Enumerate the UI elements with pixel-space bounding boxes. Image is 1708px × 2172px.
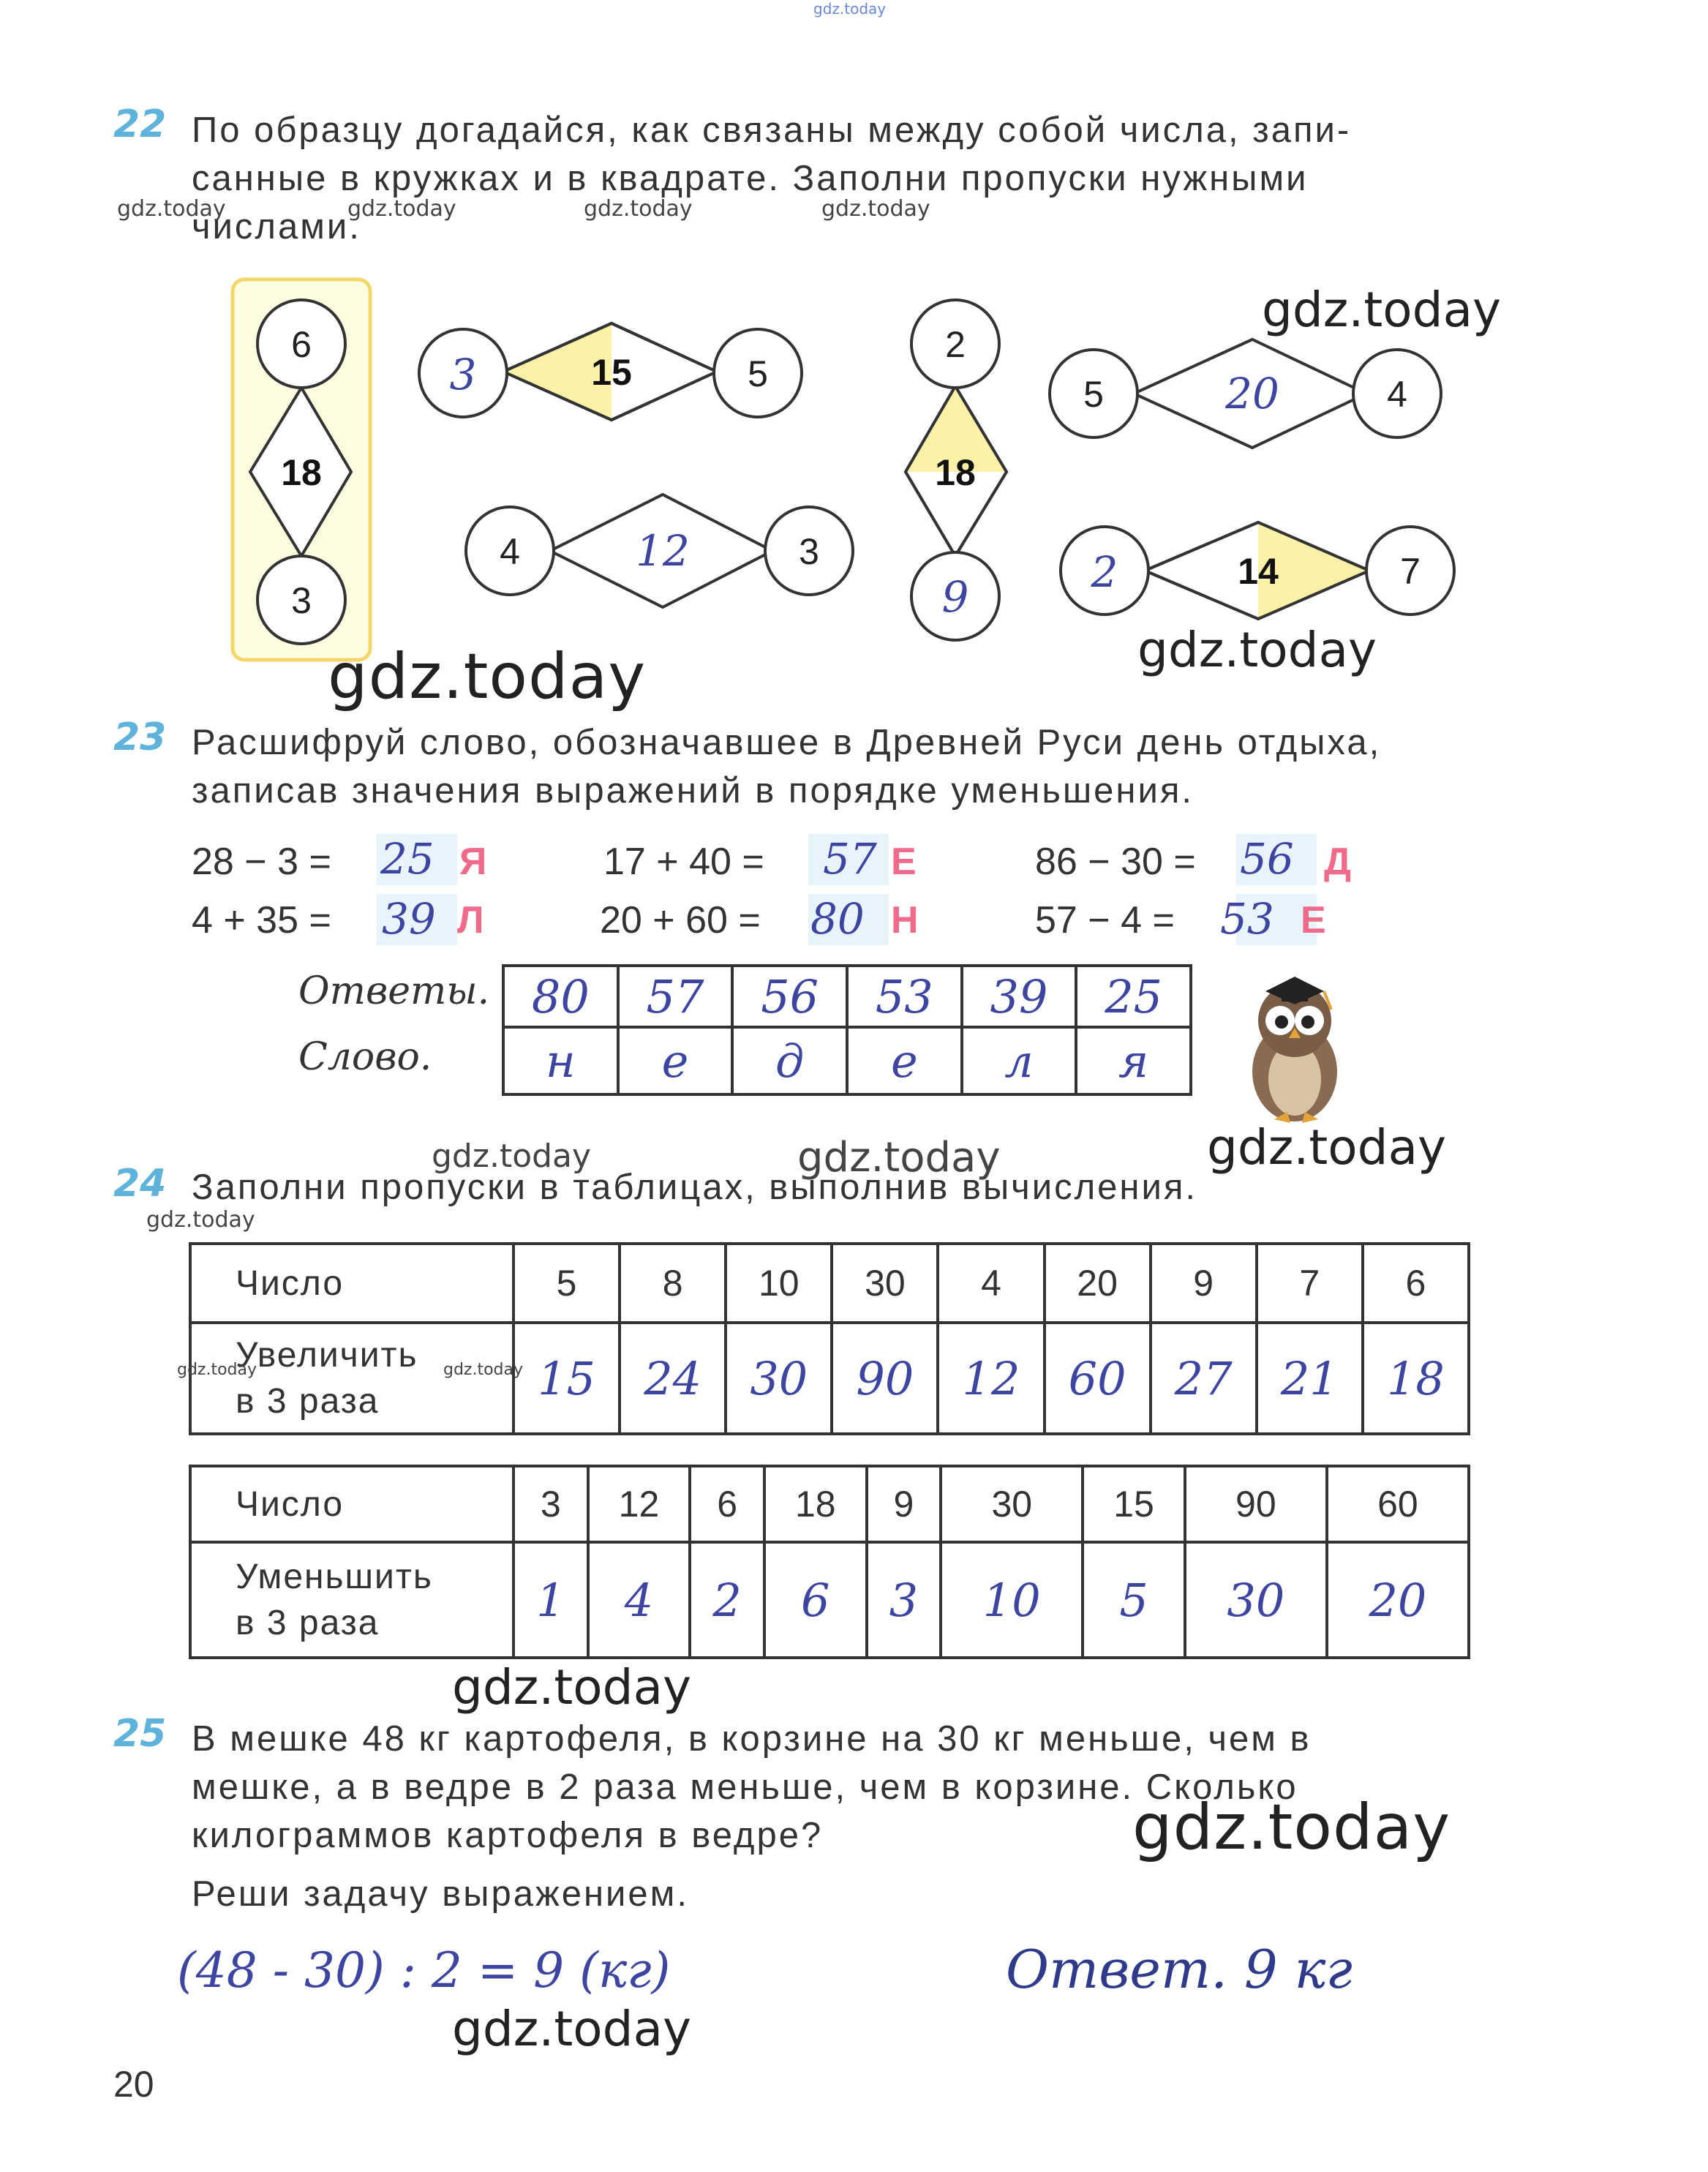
watermark: gdz.today <box>821 196 930 222</box>
result-cell: 15 <box>513 1323 620 1434</box>
expression-2: 17 + 40 = <box>603 841 764 883</box>
watermark: gdz.today <box>1262 282 1502 338</box>
expression-3-answer: 56 <box>1240 834 1294 884</box>
figure-4-right-value: 4 <box>1387 374 1407 415</box>
number-cell: 10 <box>726 1244 832 1323</box>
expression-4: 4 + 35 = <box>192 899 331 942</box>
number-cell: 20 <box>1045 1244 1151 1323</box>
expression-2-answer: 57 <box>823 834 877 884</box>
expression-4-letter: Л <box>457 899 484 942</box>
watermark: gdz.today <box>443 1361 524 1379</box>
figure-3-bottom-value: 9 <box>941 572 969 622</box>
figure-5-left-value: 2 <box>1091 547 1118 597</box>
figure-1-right-value: 5 <box>748 353 768 394</box>
number-cell: 9 <box>1151 1244 1257 1323</box>
task-25-number: 25 <box>113 1712 167 1756</box>
task-25-line-2: мешке, а в ведре в 2 раза меньше, чем в корзине. Сколько <box>192 1767 1298 1807</box>
letter-cell: е <box>618 1027 733 1094</box>
result-cell: 12 <box>938 1323 1044 1434</box>
number-cell: 6 <box>690 1466 764 1542</box>
result-cell: 60 <box>1045 1323 1151 1434</box>
watermark: gdz.today <box>1137 622 1377 678</box>
row-label: Число <box>190 1466 513 1542</box>
result-cell: 4 <box>588 1542 691 1658</box>
result-cell: 6 <box>764 1542 867 1658</box>
result-cell: 10 <box>941 1542 1083 1658</box>
number-cell: 7 <box>1257 1244 1363 1323</box>
watermark: gdz.today <box>452 1659 692 1716</box>
expression-2-letter: Е <box>891 841 917 883</box>
result-cell: 27 <box>1151 1323 1257 1434</box>
number-cell: 30 <box>941 1466 1083 1542</box>
expression-6: 57 − 4 = <box>1035 899 1175 942</box>
increase-table <box>189 1242 1470 1435</box>
result-cell: 3 <box>867 1542 941 1658</box>
letter-cell: е <box>847 1027 962 1094</box>
expression-1-letter: Я <box>459 841 487 883</box>
number-cell: 90 <box>1185 1466 1327 1542</box>
result-cell: 5 <box>1083 1542 1185 1658</box>
expression-3-letter: Д <box>1324 841 1352 883</box>
task-22-number: 22 <box>113 102 167 146</box>
result-cell: 1 <box>513 1542 588 1658</box>
watermark: gdz.today <box>1132 1791 1451 1864</box>
answer-cell: 80 <box>503 966 618 1027</box>
row-label-line-1: Увеличить <box>236 1336 418 1375</box>
number-cell: 15 <box>1083 1466 1185 1542</box>
expression-5-answer: 80 <box>810 894 865 944</box>
expression-5-letter: Н <box>891 899 919 942</box>
figure-2-right-value: 3 <box>799 531 819 572</box>
example-center-value: 18 <box>281 452 322 493</box>
number-cell: 6 <box>1363 1244 1469 1323</box>
expression-1-answer: 25 <box>380 834 434 884</box>
task-24-text: Заполни пропуски в таблицах, выполнив вычисления. <box>192 1168 1197 1207</box>
result-cell: 90 <box>832 1323 938 1434</box>
task-23-number: 23 <box>113 715 167 759</box>
expression-1: 28 − 3 = <box>192 841 331 883</box>
task-22-line-1: По образцу догадайся, как связаны между собой числа, запи- <box>192 110 1352 150</box>
letter-cell: д <box>732 1027 847 1094</box>
letter-cell: л <box>962 1027 1077 1094</box>
task-25-line-4: Реши задачу выражением. <box>192 1874 689 1914</box>
answer-cell: 56 <box>732 966 847 1027</box>
row-label <box>190 1542 513 1658</box>
row-label: Число <box>190 1244 513 1323</box>
result-cell: 2 <box>690 1542 764 1658</box>
figure-3-center-value: 18 <box>935 452 976 493</box>
example-top-value: 6 <box>291 324 312 365</box>
result-cell: 30 <box>726 1323 832 1434</box>
page-number: 20 <box>113 2064 154 2105</box>
figure-4-left-value: 5 <box>1083 374 1104 415</box>
result-cell: 30 <box>1185 1542 1327 1658</box>
expression-5: 20 + 60 = <box>600 899 761 942</box>
answer-cell: 39 <box>962 966 1077 1027</box>
task-23-line-1: Расшифруй слово, обозначавшее в Древней Руси день отдыха, <box>192 723 1382 762</box>
watermark: gdz.today <box>432 1138 592 1175</box>
letter-cell: н <box>503 1027 618 1094</box>
watermark: gdz.today <box>797 1134 1001 1181</box>
answers-label: Ответы. <box>298 969 490 1013</box>
task-22-line-3: числами. <box>192 207 361 247</box>
row-label-line-2: в 3 раза <box>236 1382 380 1421</box>
cipher-table <box>502 964 1192 1096</box>
number-cell: 3 <box>513 1466 588 1542</box>
expression-6-answer: 53 <box>1220 894 1274 944</box>
figure-2-left-value: 4 <box>500 531 520 572</box>
task-25-answer: Ответ. 9 кг <box>1006 1939 1353 2000</box>
figure-1-center-value: 15 <box>591 352 632 393</box>
task-25-line-1: В мешке 48 кг картофеля, в корзине на 30 кг меньше, чем в <box>192 1719 1312 1759</box>
expression-3: 86 − 30 = <box>1035 841 1196 883</box>
owl-illustration <box>1229 969 1361 1130</box>
task-23-line-2: записав значения выражений в порядке уменьшения. <box>192 771 1195 811</box>
number-cell: 8 <box>620 1244 726 1323</box>
answer-cell: 57 <box>618 966 733 1027</box>
example-bottom-value: 3 <box>291 580 312 621</box>
result-cell: 20 <box>1327 1542 1469 1658</box>
watermark: gdz.today <box>177 1361 257 1379</box>
watermark: gdz.today <box>452 2001 692 2057</box>
task-25-line-3: килограммов картофеля в ведре? <box>192 1816 824 1855</box>
watermark: gdz.today <box>117 196 226 222</box>
row-label-line-1: Уменьшить <box>236 1557 433 1596</box>
task-24-number: 24 <box>113 1162 167 1206</box>
number-cell: 18 <box>764 1466 867 1542</box>
figure-5-center-value: 14 <box>1238 551 1279 592</box>
letter-cell: я <box>1076 1027 1191 1094</box>
watermark: gdz.today <box>1207 1119 1447 1176</box>
result-cell: 21 <box>1257 1323 1363 1434</box>
watermark: gdz.today <box>584 196 693 222</box>
figure-1-left-value: 3 <box>449 350 477 399</box>
row-label-line-2: в 3 раза <box>236 1604 380 1642</box>
top-watermark: gdz.today <box>813 0 887 18</box>
word-label: Слово. <box>298 1035 432 1079</box>
number-cell: 5 <box>513 1244 620 1323</box>
number-cell: 30 <box>832 1244 938 1323</box>
number-cell: 12 <box>588 1466 691 1542</box>
figure-2-center-value: 12 <box>636 526 690 576</box>
expression-4-answer: 39 <box>382 894 436 944</box>
expression-6-letter: Е <box>1301 899 1326 942</box>
result-cell: 24 <box>620 1323 726 1434</box>
number-cell: 60 <box>1327 1466 1469 1542</box>
figure-4-center-value: 20 <box>1225 369 1279 418</box>
task-25-solution: (48 - 30) : 2 = 9 (кг) <box>177 1942 671 1999</box>
watermark: gdz.today <box>146 1207 255 1233</box>
answer-cell: 53 <box>847 966 962 1027</box>
task-22-line-2: санные в кружках и в квадрате. Заполни пропуски нужными <box>192 159 1309 198</box>
figure-3-top-value: 2 <box>945 324 966 365</box>
figure-5-right-value: 7 <box>1400 551 1421 592</box>
watermark: gdz.today <box>347 196 456 222</box>
number-cell: 4 <box>938 1244 1044 1323</box>
result-cell: 18 <box>1363 1323 1469 1434</box>
watermark: gdz.today <box>328 640 647 713</box>
number-cell: 9 <box>867 1466 941 1542</box>
decrease-table <box>189 1465 1470 1659</box>
answer-cell: 25 <box>1076 966 1191 1027</box>
